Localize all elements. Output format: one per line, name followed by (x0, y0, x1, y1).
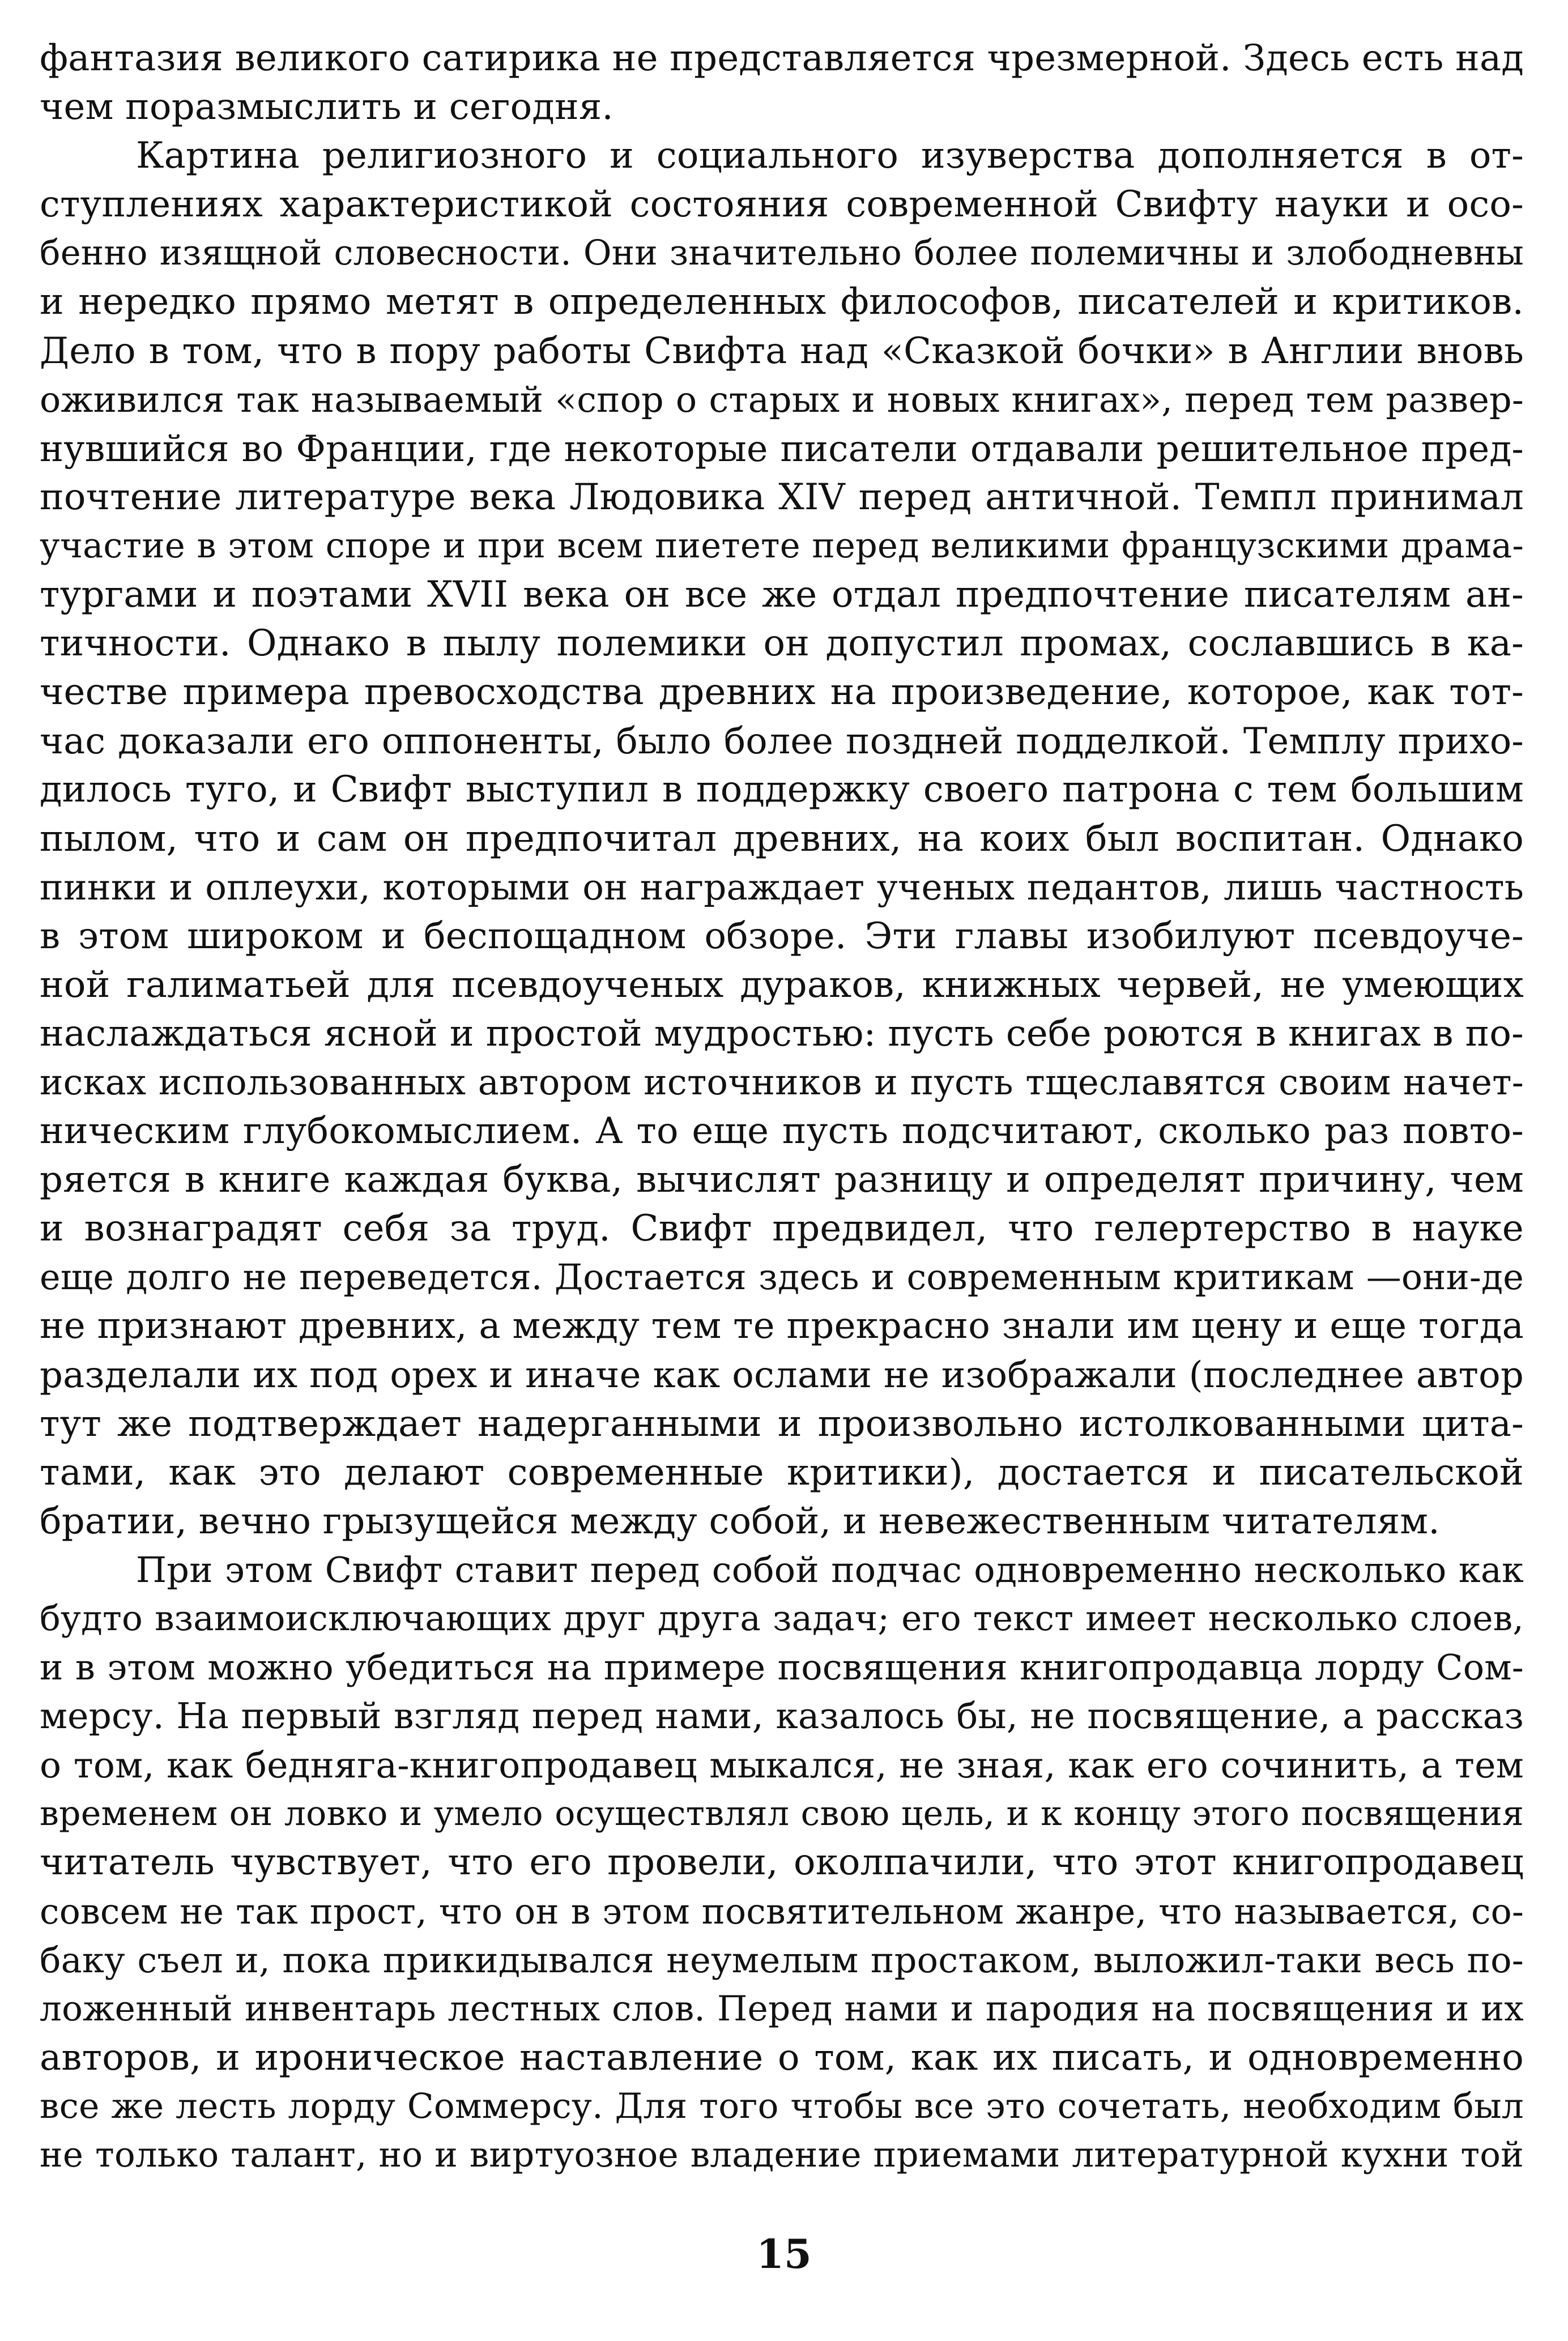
text-line: совсем не так прост, что он в этом посвятительном жанре, что называется, со- (40, 1891, 1524, 1932)
text-line: оживился так называемый «спор о старых и новых книгах», перед тем развер- (40, 379, 1524, 420)
text-line: еще долго не переведется. Достается здесь и современным критикам —они-де (40, 1257, 1524, 1298)
text-line: Дело в том, что в пору работы Свифта над «Сказкой бочки» в Англии вновь (40, 330, 1524, 372)
text-line: чем поразмыслить и сегодня. (40, 86, 613, 129)
text-line: авторов, и ироническое наставление о том, как их писать, и одновременно (40, 2036, 1524, 2079)
text-line: участие в этом споре и при всем пиетете перед великими французскими драма- (40, 526, 1524, 566)
text-line: ническим глубокомыслием. А то еще пусть подсчитают, сколько раз повто- (40, 1110, 1524, 1153)
text-line: братии, вечно грызущейся между собой, и невежественным читателям. (40, 1500, 1440, 1542)
text-line: мерсу. На первый взгляд перед нами, казалось бы, не посвящение, а рассказ (40, 1695, 1524, 1737)
text-line: и вознаградят себя за труд. Свифт предвидел, что гелертерство в науке (40, 1208, 1524, 1250)
text-line: пинки и оплеухи, которыми он награждает ученых педантов, лишь частность (40, 866, 1524, 908)
text-line: и в этом можно убедиться на примере посвящения книгопродавца лорду Сом- (40, 1647, 1524, 1688)
text-line: ной галиматьей для псевдоученых дураков, книжных червей, не умеющих (40, 963, 1524, 1006)
text-line: фантазия великого сатирика не представляется чрезмерной. Здесь есть над (40, 37, 1524, 79)
paragraph-2 (40, 131, 1524, 1546)
text-line: в этом широком и беспощадном обзоре. Эти главы изобилуют псевдоуче- (40, 915, 1524, 957)
text-line: ступлениях характеристикой состояния современной Свифту науки и осо- (40, 184, 1524, 226)
page-body (40, 34, 1524, 2180)
text-line: будто взаимоисключающих друг друга задач; его текст имеет несколько слоев, (40, 1598, 1524, 1639)
text-line: баку съел и, пока прикидывался неумелым простаком, выложил-таки весь по- (40, 1939, 1524, 1981)
text-line: пылом, что и сам он предпочитал древних, на коих был воспитан. Однако (40, 817, 1524, 860)
text-line: не признают древних, а между тем те прекрасно знали им цену и еще тогда (40, 1305, 1524, 1348)
text-line: ложенный инвентарь лестных слов. Перед нами и пародия на посвящения и их (40, 1988, 1524, 2029)
text-line: тургами и поэтами XVII века он все же отдал предпочтение писателям ан- (40, 574, 1524, 616)
text-line: читатель чувствует, что его провели, околпачили, что этот книгопродавец (40, 1841, 1524, 1884)
text-line: дилось туго, и Свифт выступил в поддержку своего патрона с тем большим (40, 769, 1524, 811)
text-line: все же лесть лорду Соммерсу. Для того чтобы все это сочетать, необходим был (40, 2086, 1524, 2126)
text-line: разделали их под орех и иначе как ослами не изображали (последнее автор (40, 1354, 1524, 1396)
paragraph-3 (40, 1546, 1524, 2180)
text-line: ряется в книге каждая буква, вычислят разницу и определят причину, чем (40, 1159, 1524, 1201)
text-line: временем он ловко и умело осуществлял свою цель, и к концу этого посвящения (40, 1794, 1524, 1834)
text-line: почтение литературе века Людовика XIV перед античной. Темпл принимал (40, 476, 1524, 518)
text-line: честве примера превосходства древних на произведение, которое, как тот- (40, 671, 1524, 714)
paragraph-1 (40, 34, 1524, 131)
text-line: наслаждаться ясной и простой мудростью: пусть себе роются в книгах в по- (40, 1012, 1524, 1055)
text-line: бенно изящной словесности. Они значительно более полемичны и злободневны (40, 233, 1524, 274)
text-line: не только талант, но и виртуозное владение приемами литературной кухни той (40, 2135, 1524, 2176)
text-line: и нередко прямо метят в определенных философов, писателей и критиков. (40, 281, 1524, 323)
page-number: 15 (756, 2231, 812, 2278)
text-line: о том, как бедняга-книгопродавец мыкался, не зная, как его сочинить, а тем (40, 1744, 1524, 1786)
text-line: нувшийся во Франции, где некоторые писатели отдавали решительное пред- (40, 427, 1524, 470)
text-line: час доказали его оппоненты, было более поздней подделкой. Темплу прихо- (40, 720, 1524, 762)
text-line: При этом Свифт ставит перед собой подчас одновременно несколько как (136, 1549, 1524, 1590)
text-line: Картина религиозного и социального изуверства дополняется в от- (136, 135, 1524, 177)
text-line: тичности. Однако в пылу полемики он допустил промах, сославшись в ка- (40, 622, 1524, 665)
text-line: исках использованных автором источников и пусть тщеславятся своим начет- (40, 1061, 1524, 1103)
text-line: тут же подтверждает надерганными и произвольно истолкованными цита- (40, 1402, 1524, 1445)
text-line: тами, как это делают современные критики), достается и писательской (40, 1451, 1524, 1494)
